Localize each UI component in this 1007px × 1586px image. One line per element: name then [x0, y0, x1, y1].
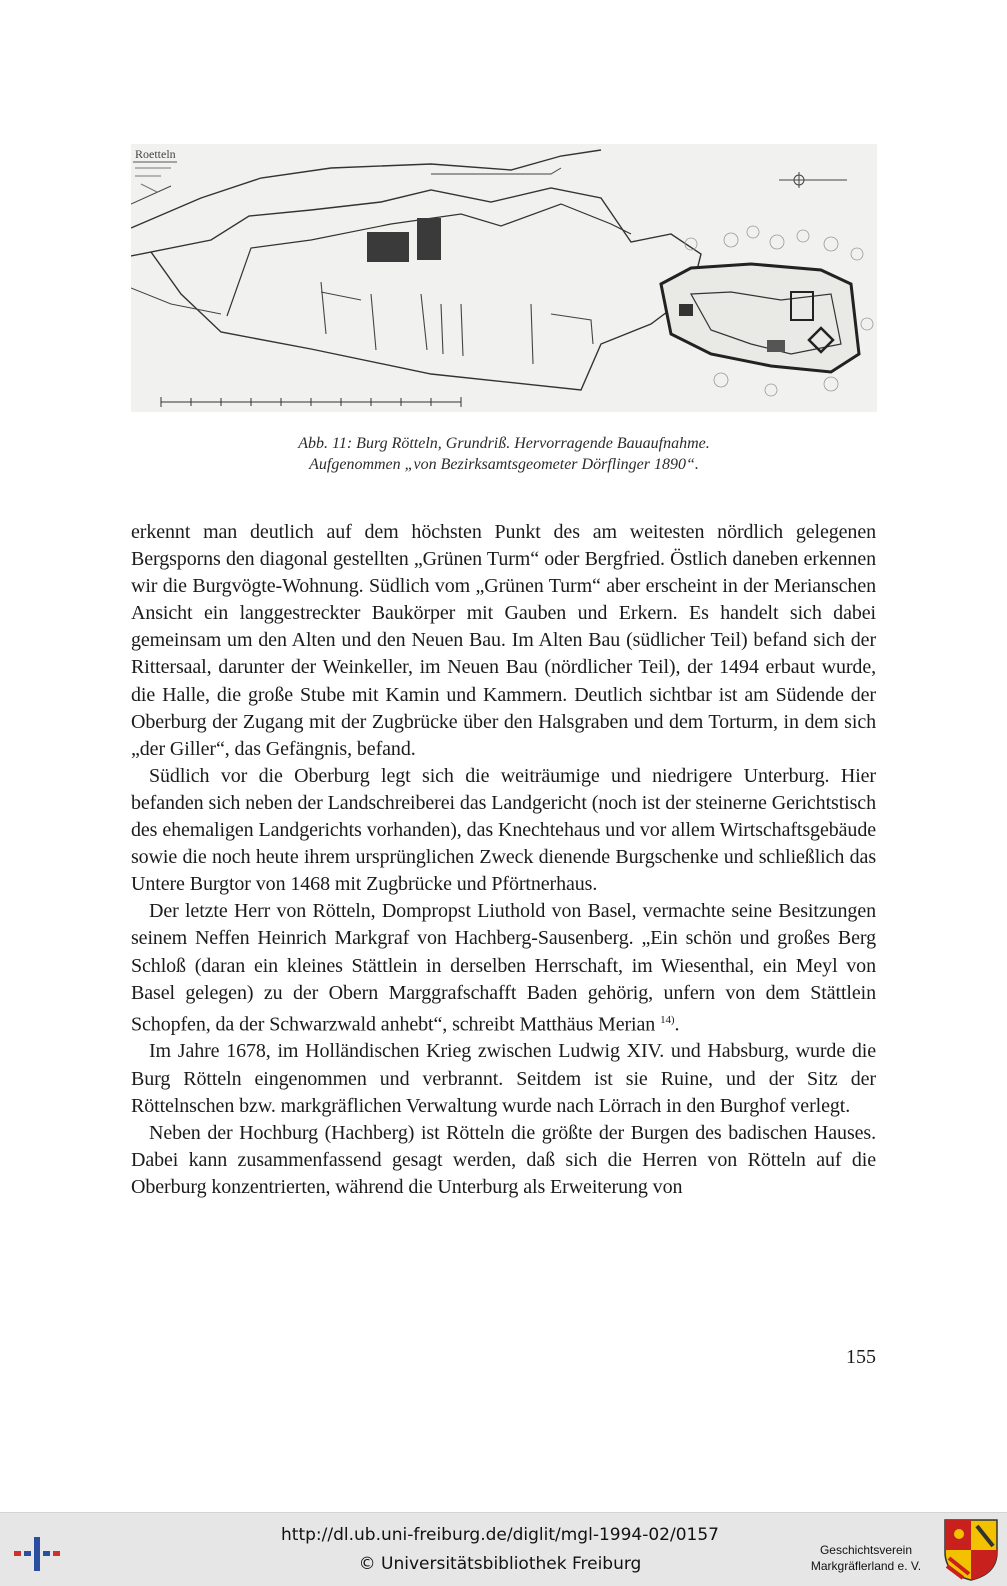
caption-line-1: Abb. 11: Burg Rötteln, Grundriß. Hervorragende Bauaufnahme.: [298, 435, 710, 452]
plan-label: Roetteln: [135, 147, 176, 161]
document-url-link[interactable]: http://dl.ub.uni-freiburg.de/diglit/mgl-1994-02/0157: [281, 1525, 719, 1545]
castle-ground-plan-image: [131, 144, 877, 412]
paragraph-2: Südlich vor die Oberburg legt sich die weiträumige und niedrigere Unterburg. Hier befanden sich neben der Landschreiberei das Landgericht (noch ist der steinerne Gerichtstisch des ehemaligen Landgerichts vorhanden), das Knechtehaus und vor allem Wirtschaftsgebäude sowie die noch heute ihrem ursprünglichen Zweck dienende Burgschenke und schließlich das Untere Burgtor von 1468 mit Zugbrücke und Pförtnerhaus.: [131, 764, 876, 896]
society-name-line-1: Geschichtsverein: [819, 1543, 913, 1557]
body-text: [131, 519, 876, 1201]
paragraph-3-end: .: [674, 1013, 680, 1036]
paragraph-4: Im Jahre 1678, im Holländischen Krieg zwischen Ludwig XIV. und Habsburg, wurde die Burg Rötteln eingenommen und verbrannt. Seitdem ist sie Ruine, und der Sitz der Röttelnschen bzw. markgräflichen Verwaltung wurde nach Lörrach in den Burghof verlegt.: [131, 1040, 876, 1117]
ub-freiburg-logo-icon[interactable]: [14, 1537, 64, 1579]
figure-caption: [131, 433, 877, 475]
footnote-reference: 14): [660, 1013, 675, 1026]
coat-of-arms-icon: [943, 1518, 999, 1582]
caption-line-2: Aufgenommen „von Bezirksamtsgeometer Dörflinger 1890“.: [309, 456, 699, 473]
paragraph-1: erkennt man deutlich auf dem höchsten Punkt des am weitesten nördlich gelegenen Bergsporns den diagonal gestellten „Grünen Turm“ oder Bergfried. Östlich daneben erkennen wir die Burgvögte-Wohnung. Südlich vom „Grünen Turm“ aber erscheint in der Merianschen Ansicht ein langgestreckter Baukörper mit Gauben und Erkern. Es handelt sich dabei gemeinsam um den Alten und den Neuen Bau. Im Alten Bau (südlicher Teil) befand sich der Rittersaal, darunter der Weinkeller, im Neuen Bau (nördlicher Teil), der 1494 erbaut wurde, die Halle, die große Stube mit Kamin und Kammern. Deutlich sichtbar ist am Südende der Oberburg der Zugang mit der Zugbrücke über den Halsgraben und dem Torturm, in dem sich „der Giller“, das Gefängnis, befand.: [131, 521, 876, 760]
page-number: 155: [846, 1346, 876, 1368]
paragraph-5: Neben der Hochburg (Hachberg) ist Rötteln die größte der Burgen des badischen Hauses. Dabei kann zusammenfassend gesagt werden, daß sich die Herren von Rötteln auf die Oberburg konzentrierten, während die Unterburg als Erweiterung von: [131, 1121, 876, 1198]
footer-bar: [0, 1512, 1007, 1586]
paragraph-3: [131, 898, 876, 1038]
paragraph-3-text: Der letzte Herr von Rötteln, Dompropst Liuthold von Basel, vermachte seine Besitzungen seinem Neffen Heinrich Markgraf von Hachberg-Sausenberg. „Ein schön und großes Berg Schloß (daran ein kleines Stättlein in derselben Herrschaft, im Wiesenthal, ein Meyl von Basel gelegen) zu der Obern Marggrafschafft Baden gehörig, unfern von dem Stättlein Schopfen, da der Schwarzwald anhebt“, schreibt Matthäus Merian: [131, 900, 876, 1036]
society-name: [796, 1542, 936, 1574]
society-name-line-2: Markgräflerland e. V.: [810, 1559, 922, 1573]
copyright-text: © Universitätsbibliothek Freiburg: [358, 1554, 642, 1574]
